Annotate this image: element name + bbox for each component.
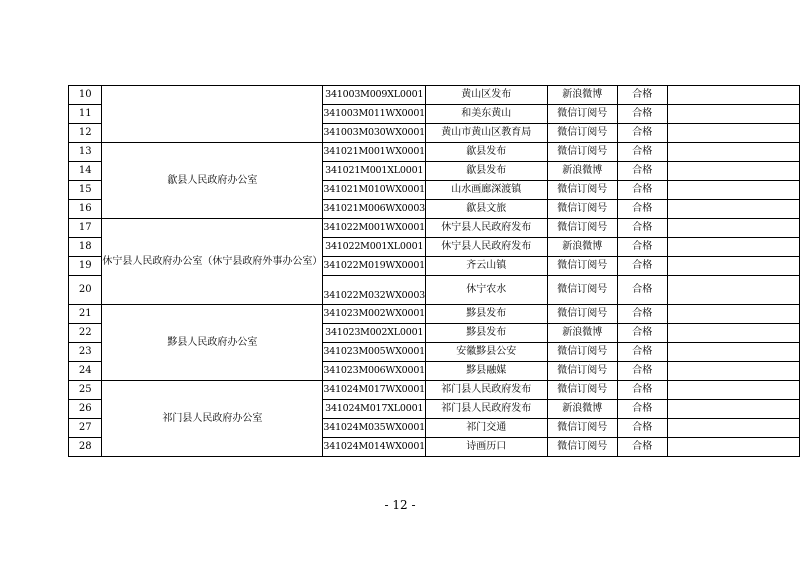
account-type-cell: 微信订阅号 [547, 419, 617, 438]
result-cell: 合格 [617, 181, 667, 200]
account-type-cell: 新浪微博 [547, 238, 617, 257]
account-name-cell: 安徽黟县公安 [426, 343, 548, 362]
department-cell: 黟县人民政府办公室 [102, 305, 323, 381]
account-code-cell: 341024M014WX0001 [323, 438, 426, 457]
account-type-cell: 微信订阅号 [547, 381, 617, 400]
remarks-cell [667, 143, 799, 162]
account-name-cell: 歙县发布 [426, 162, 548, 181]
account-name-cell: 祁门交通 [426, 419, 548, 438]
row-number-cell: 23 [69, 343, 102, 362]
row-number-cell: 26 [69, 400, 102, 419]
account-name-cell: 黟县发布 [426, 324, 548, 343]
remarks-cell [667, 105, 799, 124]
account-name-cell: 和美东黄山 [426, 105, 548, 124]
account-type-cell: 微信订阅号 [547, 200, 617, 219]
row-number-cell: 12 [69, 124, 102, 143]
row-number-cell: 11 [69, 105, 102, 124]
result-cell: 合格 [617, 200, 667, 219]
account-code-cell: 341022M001WX0001 [323, 219, 426, 238]
remarks-cell [667, 381, 799, 400]
account-code-cell: 341023M002XL0001 [323, 324, 426, 343]
account-name-cell: 齐云山镇 [426, 257, 548, 276]
row-number-cell: 20 [69, 276, 102, 305]
department-cell [102, 86, 323, 143]
result-cell: 合格 [617, 343, 667, 362]
account-name-cell: 休宁县人民政府发布 [426, 238, 548, 257]
row-number-cell: 21 [69, 305, 102, 324]
account-name-cell: 休宁县人民政府发布 [426, 219, 548, 238]
account-type-cell: 微信订阅号 [547, 124, 617, 143]
account-name-cell: 黄山市黄山区教育局 [426, 124, 548, 143]
account-code-cell: 341021M010WX0001 [323, 181, 426, 200]
account-name-cell: 诗画历口 [426, 438, 548, 457]
remarks-cell [667, 238, 799, 257]
row-number-cell: 27 [69, 419, 102, 438]
remarks-cell [667, 219, 799, 238]
account-code-cell: 341003M030WX0001 [323, 124, 426, 143]
account-code-cell: 341003M009XL0001 [323, 86, 426, 105]
result-cell: 合格 [617, 419, 667, 438]
account-type-cell: 新浪微博 [547, 324, 617, 343]
account-type-cell: 微信订阅号 [547, 257, 617, 276]
table-row [69, 143, 800, 162]
account-name-cell: 祁门县人民政府发布 [426, 400, 548, 419]
account-type-cell: 微信订阅号 [547, 181, 617, 200]
remarks-cell [667, 124, 799, 143]
result-cell: 合格 [617, 324, 667, 343]
account-code-cell: 341022M019WX0001 [323, 257, 426, 276]
account-name-cell: 黄山区发布 [426, 86, 548, 105]
remarks-cell [667, 181, 799, 200]
account-code-cell: 341024M035WX0001 [323, 419, 426, 438]
row-number-cell: 25 [69, 381, 102, 400]
table-row [69, 305, 800, 324]
account-type-cell: 微信订阅号 [547, 362, 617, 381]
account-type-cell: 新浪微博 [547, 400, 617, 419]
account-type-cell: 微信订阅号 [547, 219, 617, 238]
account-code-cell: 341022M032WX0003 [323, 276, 426, 305]
row-number-cell: 24 [69, 362, 102, 381]
row-number-cell: 15 [69, 181, 102, 200]
department-cell: 祁门县人民政府办公室 [102, 381, 323, 457]
account-name-cell: 黟县融媒 [426, 362, 548, 381]
row-number-cell: 18 [69, 238, 102, 257]
table-row [69, 219, 800, 238]
account-code-cell: 341021M001WX0001 [323, 143, 426, 162]
account-name-cell: 山水画廊深渡镇 [426, 181, 548, 200]
remarks-cell [667, 400, 799, 419]
account-code-cell: 341021M001XL0001 [323, 162, 426, 181]
remarks-cell [667, 276, 799, 305]
remarks-cell [667, 438, 799, 457]
account-name-cell: 黟县发布 [426, 305, 548, 324]
account-type-cell: 微信订阅号 [547, 276, 617, 305]
remarks-cell [667, 362, 799, 381]
remarks-cell [667, 419, 799, 438]
row-number-cell: 16 [69, 200, 102, 219]
account-code-cell: 341022M001XL0001 [323, 238, 426, 257]
result-cell: 合格 [617, 143, 667, 162]
account-type-cell: 微信订阅号 [547, 105, 617, 124]
account-code-cell: 341023M002WX0001 [323, 305, 426, 324]
account-code-cell: 341021M006WX0003 [323, 200, 426, 219]
account-name-cell: 歙县文旅 [426, 200, 548, 219]
table-row [69, 381, 800, 400]
remarks-cell [667, 305, 799, 324]
row-number-cell: 17 [69, 219, 102, 238]
result-cell: 合格 [617, 162, 667, 181]
remarks-cell [667, 200, 799, 219]
result-cell: 合格 [617, 257, 667, 276]
result-cell: 合格 [617, 381, 667, 400]
result-cell: 合格 [617, 124, 667, 143]
account-code-cell: 341023M006WX0001 [323, 362, 426, 381]
account-code-cell: 341003M011WX0001 [323, 105, 426, 124]
result-cell: 合格 [617, 276, 667, 305]
account-name-cell: 歙县发布 [426, 143, 548, 162]
table-row [69, 86, 800, 105]
table-body [69, 86, 800, 457]
result-cell: 合格 [617, 305, 667, 324]
row-number-cell: 10 [69, 86, 102, 105]
result-cell: 合格 [617, 362, 667, 381]
remarks-cell [667, 257, 799, 276]
remarks-cell [667, 86, 799, 105]
result-cell: 合格 [617, 219, 667, 238]
account-code-cell: 341024M017XL0001 [323, 400, 426, 419]
department-cell: 歙县人民政府办公室 [102, 143, 323, 219]
account-type-cell: 微信订阅号 [547, 438, 617, 457]
account-type-cell: 微信订阅号 [547, 143, 617, 162]
row-number-cell: 19 [69, 257, 102, 276]
account-code-cell: 341023M005WX0001 [323, 343, 426, 362]
account-name-cell: 休宁农水 [426, 276, 548, 305]
row-number-cell: 14 [69, 162, 102, 181]
row-number-cell: 22 [69, 324, 102, 343]
account-code-cell: 341024M017WX0001 [323, 381, 426, 400]
department-cell: 休宁县人民政府办公室（休宁县政府外事办公室） [102, 219, 323, 305]
remarks-cell [667, 324, 799, 343]
result-cell: 合格 [617, 438, 667, 457]
row-number-cell: 13 [69, 143, 102, 162]
result-cell: 合格 [617, 238, 667, 257]
page-number: - 12 - [384, 498, 416, 512]
result-cell: 合格 [617, 86, 667, 105]
account-type-cell: 新浪微博 [547, 162, 617, 181]
account-name-cell: 祁门县人民政府发布 [426, 381, 548, 400]
review-results-table [68, 85, 800, 457]
result-cell: 合格 [617, 105, 667, 124]
result-cell: 合格 [617, 400, 667, 419]
account-type-cell: 微信订阅号 [547, 343, 617, 362]
account-type-cell: 新浪微博 [547, 86, 617, 105]
remarks-cell [667, 162, 799, 181]
account-type-cell: 微信订阅号 [547, 305, 617, 324]
row-number-cell: 28 [69, 438, 102, 457]
remarks-cell [667, 343, 799, 362]
